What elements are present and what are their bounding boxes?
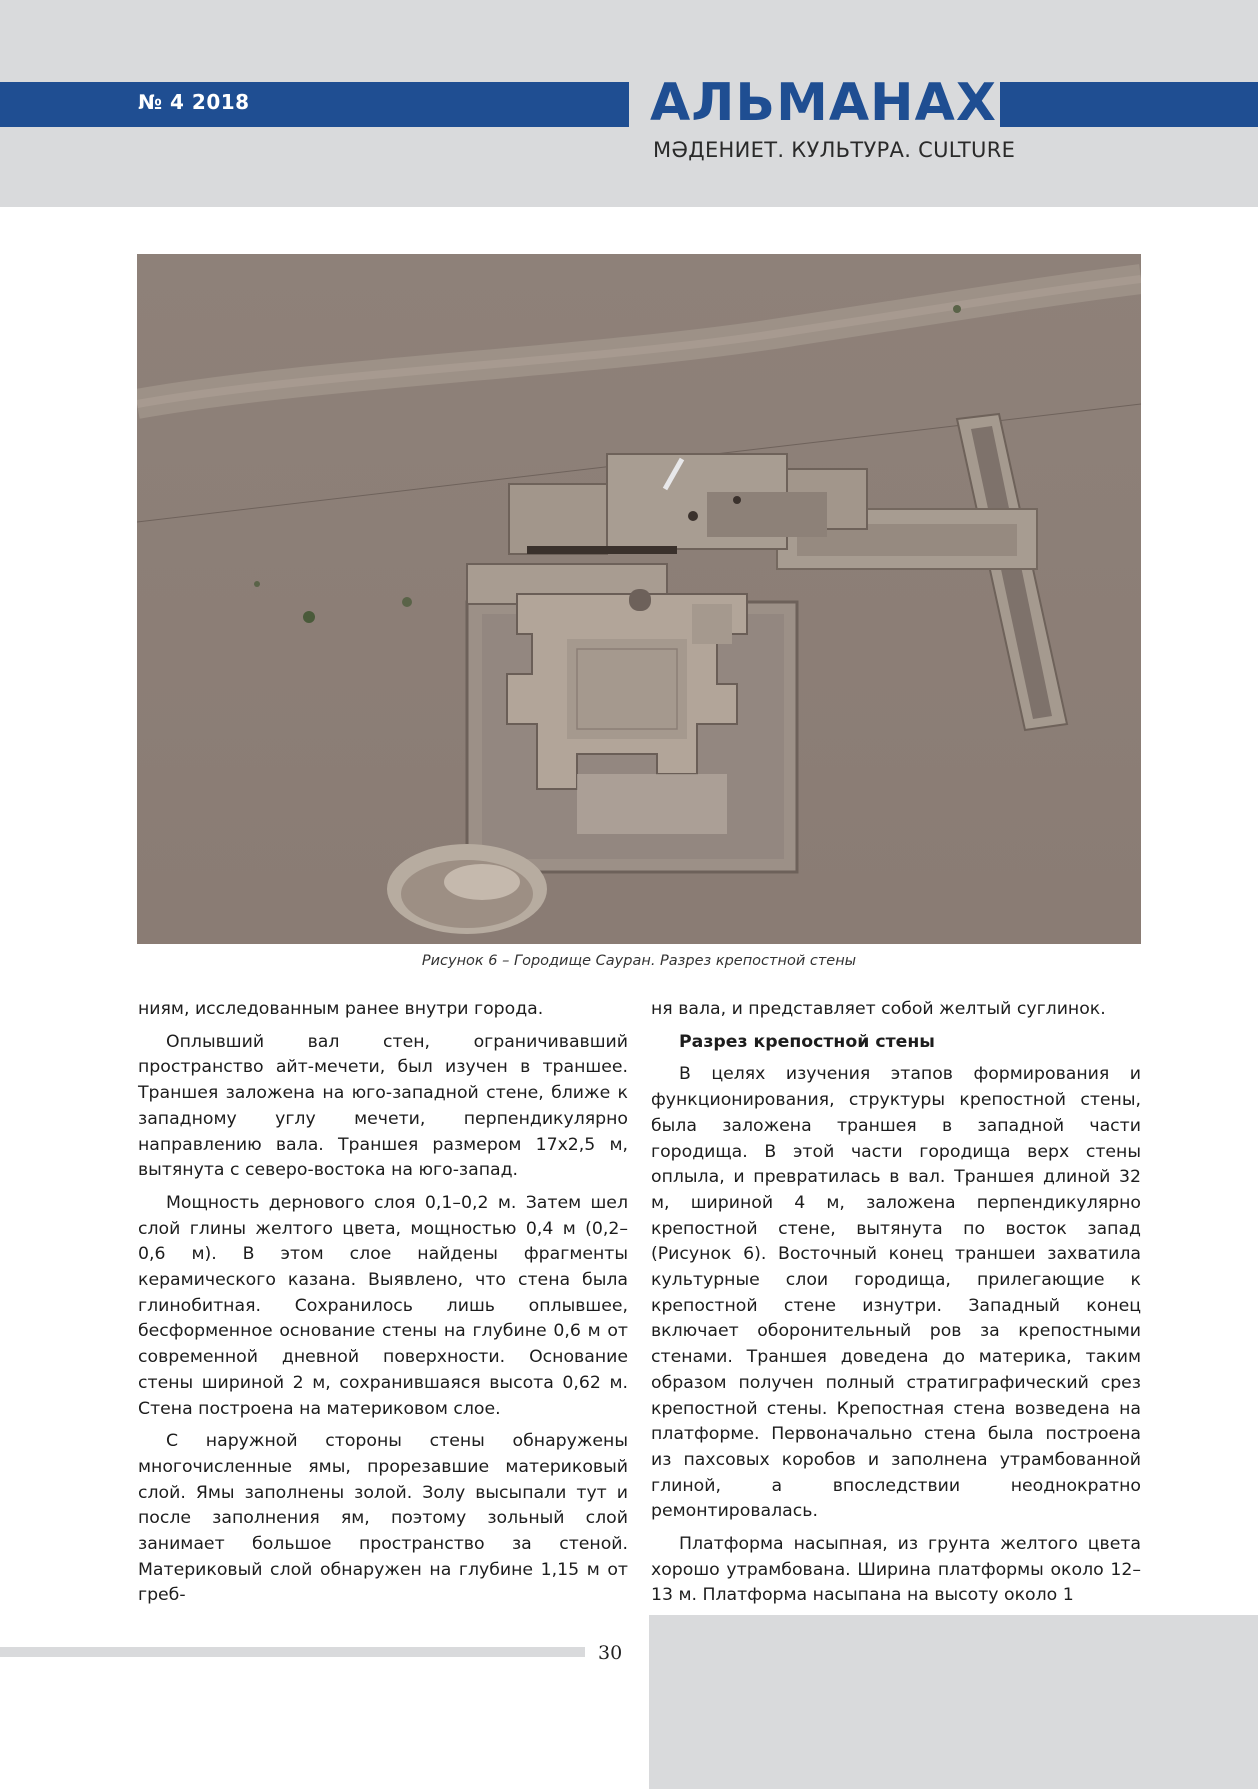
paragraph: С наружной стороны стены обнаружены многочисленные ямы, прорезавшие материковый слой. Ямы заполнены золой. Золу высыпали тут и после заполнения ям, поэтому зольный слой занимает большое пространство за стеной. Материковый слой обнаружен на глубине 1,15 м от греб-: [138, 1431, 628, 1606]
text-column-left: [138, 997, 628, 1616]
paragraph: Мощность дернового слоя 0,1–0,2 м. Затем шел слой глины желтого цвета, мощностью 0,4 м (0,2–0,6 м). В этом слое найдены фрагменты керамического казана. Выявлено, что стена была глинобитная. Сохранилось лишь оплывшее, бесформенное основание стены на глубине 0,6 м от современной дневной поверхности. Основание стены шириной 2 м, сохранившаяся высота 0,62 м. Стена построена на материковом слое.: [138, 1192, 628, 1419]
paragraph: Оплывший вал стен, ограничивавший пространство айт-мечети, был изучен в траншее. Траншея заложена на юго-западной стене, ближе к западному углу мечети, перпендикулярно направлению вала. Траншея размером 17х2,5 м, вытянута с северо-востока на юго-запад.: [138, 1031, 628, 1181]
footer-block: [649, 1615, 1258, 1789]
aerial-photo-excavation: [137, 254, 1141, 944]
paragraph: Платформа насыпная, из грунта желтого цвета хорошо утрамбована. Ширина платформы около 12–13 м. Платформа насыпана на высоту около 1: [651, 1534, 1141, 1606]
issue-number: № 4 2018: [138, 90, 250, 114]
page-number: 30: [598, 1642, 623, 1664]
section-heading: Разрез крепостной стены: [679, 1031, 935, 1052]
journal-title: АЛЬМАНАХ: [650, 73, 997, 133]
footer-rule: [0, 1647, 585, 1657]
journal-subtitle: МӘДЕНИЕТ. КУЛЬТУРА. CULTURE: [653, 138, 1016, 162]
masthead-bar-left: [0, 82, 629, 127]
text-column-right: [651, 997, 1141, 1616]
masthead-bar-right: [1000, 82, 1258, 127]
paragraph: ниям, исследованным ранее внутри города.: [138, 999, 544, 1019]
paragraph: ня вала, и представляет собой желтый суглинок.: [651, 999, 1106, 1019]
figure-caption: Рисунок 6 – Городище Сауран. Разрез крепостной стены: [421, 953, 857, 969]
paragraph: В целях изучения этапов формирования и функционирования, структуры крепостной стены, была заложена траншея в западной части городища. В этой части городища верх стены оплыла, и превратилась в вал. Траншея длиной 32 м, шириной 4 м, заложена перпендикулярно крепостной стене, вытянута по восток запад (Рисунок 6). Восточный конец траншеи захватила культурные слои городища, прилегающие к крепостной стене изнутри. Западный конец включает оборонительный ров за крепостными стенами. Траншея доведена до материка, таким образом получен полный стратиграфический срез крепостной стены. Крепостная стена возведена на платформе. Первоначально стена была построена из пахсовых коробов и заполнена утрамбованной глиной, а впоследствии неоднократно ремонтировалась.: [651, 1064, 1141, 1522]
